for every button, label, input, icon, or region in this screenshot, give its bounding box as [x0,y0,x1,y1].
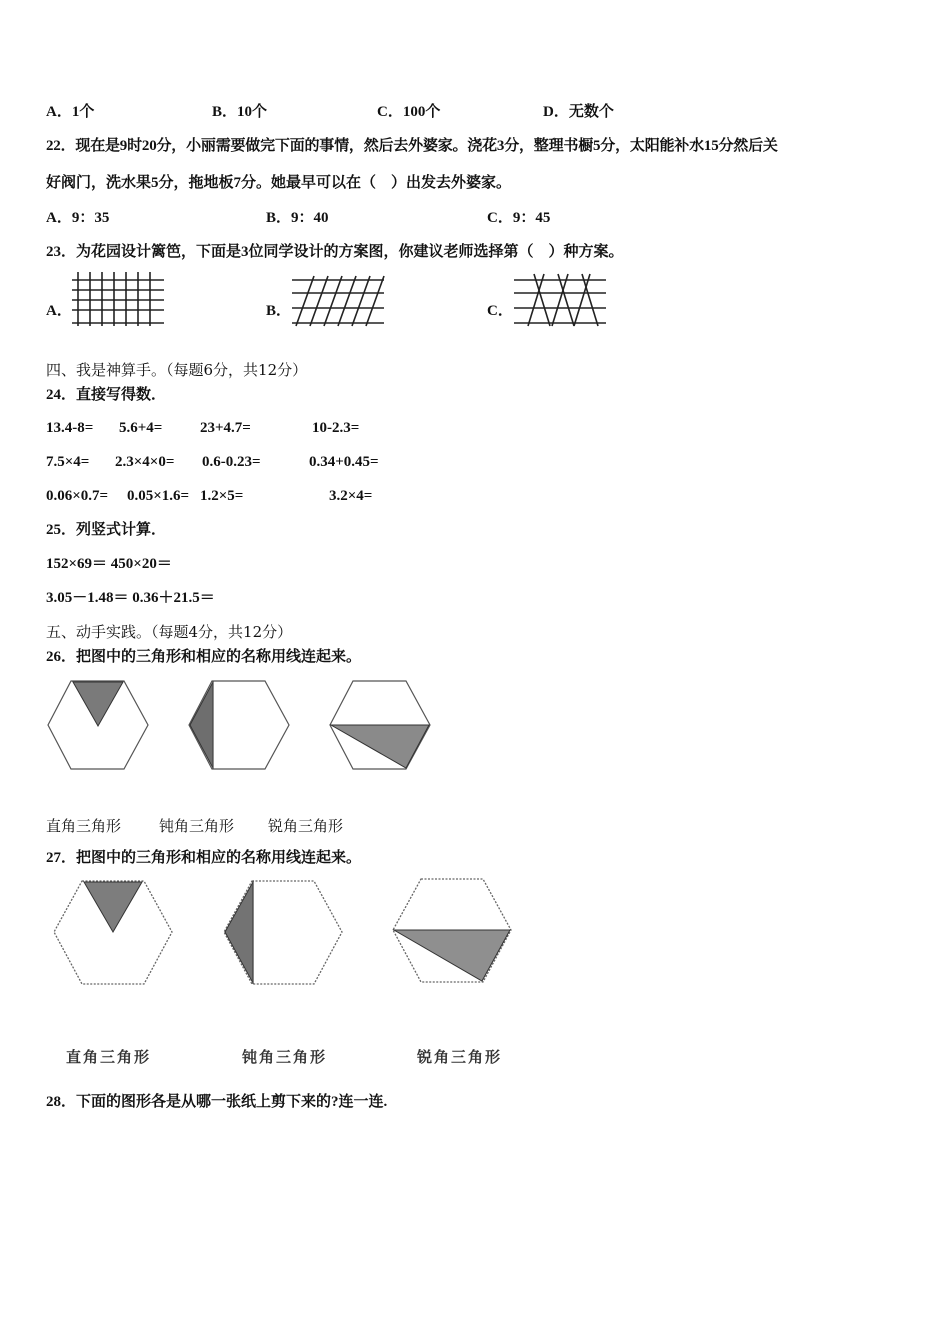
q26-name-right-triangle: 直角三角形 [46,817,122,835]
q23-option-a-label: A． [46,303,72,319]
q24-item: 2.3×4×0= [115,454,175,470]
q22-stem-line1: 22．现在是9时20分，小丽需要做完下面的事情，然后去外婆家。浇花3分，整理书橱5分，太阳能补水15分然后关 [46,138,778,154]
q25-line1: 152×69＝ 450×20＝ [46,556,172,572]
q21-option-b: B．10个 [212,104,268,120]
section-4-title: 四、我是神算手。（每题6分，共12分） [46,361,308,379]
q21-option-d: D．无数个 [543,104,614,120]
q24-item: 10-2.3= [312,420,360,436]
q21-option-a: A．1个 [46,104,95,120]
q27-hexagon-figure-1 [52,878,176,988]
q27-name-acute-triangle: 锐角三角形 [417,1048,503,1066]
q23-option-c-label: C． [487,303,513,319]
q27-name-obtuse-triangle: 钝角三角形 [242,1048,328,1066]
q24-item: 0.34+0.45= [309,454,379,470]
q25-stem: 25．列竖式计算． [46,522,167,538]
q25-line2: 3.05－1.48＝ 0.36＋21.5＝ [46,590,215,606]
section-5-title: 五、动手实践。（每题4分，共12分） [46,623,293,641]
q24-item: 23+4.7= [200,420,251,436]
q22-option-b: B．9：40 [266,210,329,226]
q24-item: 7.5×4= [46,454,90,470]
q27-name-right-triangle: 直角三角形 [66,1048,152,1066]
q26-name-obtuse-triangle: 钝角三角形 [159,817,235,835]
q22-option-a: A．9：35 [46,210,110,226]
q27-hexagon-figure-3 [391,876,515,986]
q26-hexagon-figure-1 [46,678,150,772]
q26-hexagon-figure-2 [187,678,291,772]
q24-item: 5.6+4= [119,420,163,436]
q24-item: 3.2×4= [329,488,373,504]
q23-stem: 23．为花园设计篱笆，下面是3位同学设计的方案图，你建议老师选择第（ ）种方案。 [46,244,624,260]
q28-stem: 28．下面的图形各是从哪一张纸上剪下来的?连一连. [46,1094,388,1110]
q27-stem: 27．把图中的三角形和相应的名称用线连起来。 [46,850,362,866]
q22-stem-line2: 好阀门，洗水果5分，拖地板7分。她最早可以在（ ）出发去外婆家。 [46,175,512,191]
q24-item: 13.4-8= [46,420,94,436]
q24-item: 0.6-0.23= [202,454,261,470]
q24-stem: 24．直接写得数． [46,387,167,403]
q23-option-b-label: B． [266,303,292,319]
q26-stem: 26．把图中的三角形和相应的名称用线连起来。 [46,649,362,665]
q24-item: 1.2×5= [200,488,244,504]
q22-option-c: C．9：45 [487,210,551,226]
q24-item: 0.05×1.6= [127,488,190,504]
q26-hexagon-figure-3 [328,678,432,772]
fence-c-triangle-figure [514,272,608,328]
q27-hexagon-figure-2 [222,878,346,988]
q26-name-acute-triangle: 锐角三角形 [268,817,344,835]
fence-b-slanted-figure [292,272,386,328]
q24-item: 0.06×0.7= [46,488,109,504]
q21-option-c: C．100个 [377,104,441,120]
fence-a-grid-figure [72,270,166,328]
